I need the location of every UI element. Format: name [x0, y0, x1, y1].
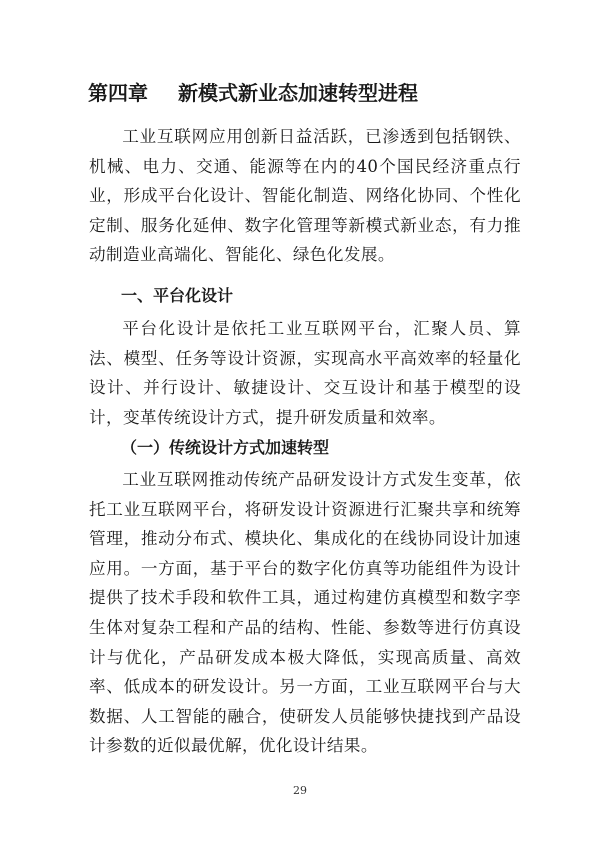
- section-heading-platform-design: 一、平台化设计: [121, 286, 234, 305]
- section-paragraph-platform-design: 平台化设计是依托工业互联网平台，汇聚人员、算法、模型、任务等设计资源，实现高水平高效率的轻量化设计、并行设计、敏捷设计、交互设计和基于模型的设计，变革传统设计方式，提升研发质量和效率。: [89, 319, 521, 427]
- chapter-heading: 新模式新业态加速转型进程: [178, 81, 418, 105]
- page-number: 29: [293, 784, 307, 797]
- subsection-paragraph-traditional-design: 工业互联网推动传统产品研发设计方式发生变革，依托工业互联网平台，将研发设计资源进行汇聚共享和统筹管理，推动分布式、模块化、集成化的在线协同设计加速应用。一方面，基于平台的数字化仿真等功能组件为设计提供了技术手段和软件工具，通过构建仿真模型和数字孪生体对复杂工程和产品的结构、性能、参数等进行仿真设计与优化，产品研发成本极大降低，实现高质量、高效率、低成本的研发设计。另一方面，工业互联网平台与大数据、人工智能的融合，使研发人员能够快捷找到产品设计参数的近似最优解，优化设计结果。: [89, 470, 521, 756]
- chapter-number: 第四章: [88, 81, 148, 105]
- subsection-heading-traditional-design: （一）传统设计方式加速转型: [121, 438, 330, 457]
- intro-paragraph: 工业互联网应用创新日益活跃，已渗透到包括钢铁、机械、电力、交通、能源等在内的40个国民经济重点行业，形成平台化设计、智能化制造、网络化协同、个性化定制、服务化延伸、数字化管理等新模式新业态，有力推动制造业高端化、智能化、绿色化发展。: [89, 127, 521, 265]
- chapter-title: [88, 78, 528, 108]
